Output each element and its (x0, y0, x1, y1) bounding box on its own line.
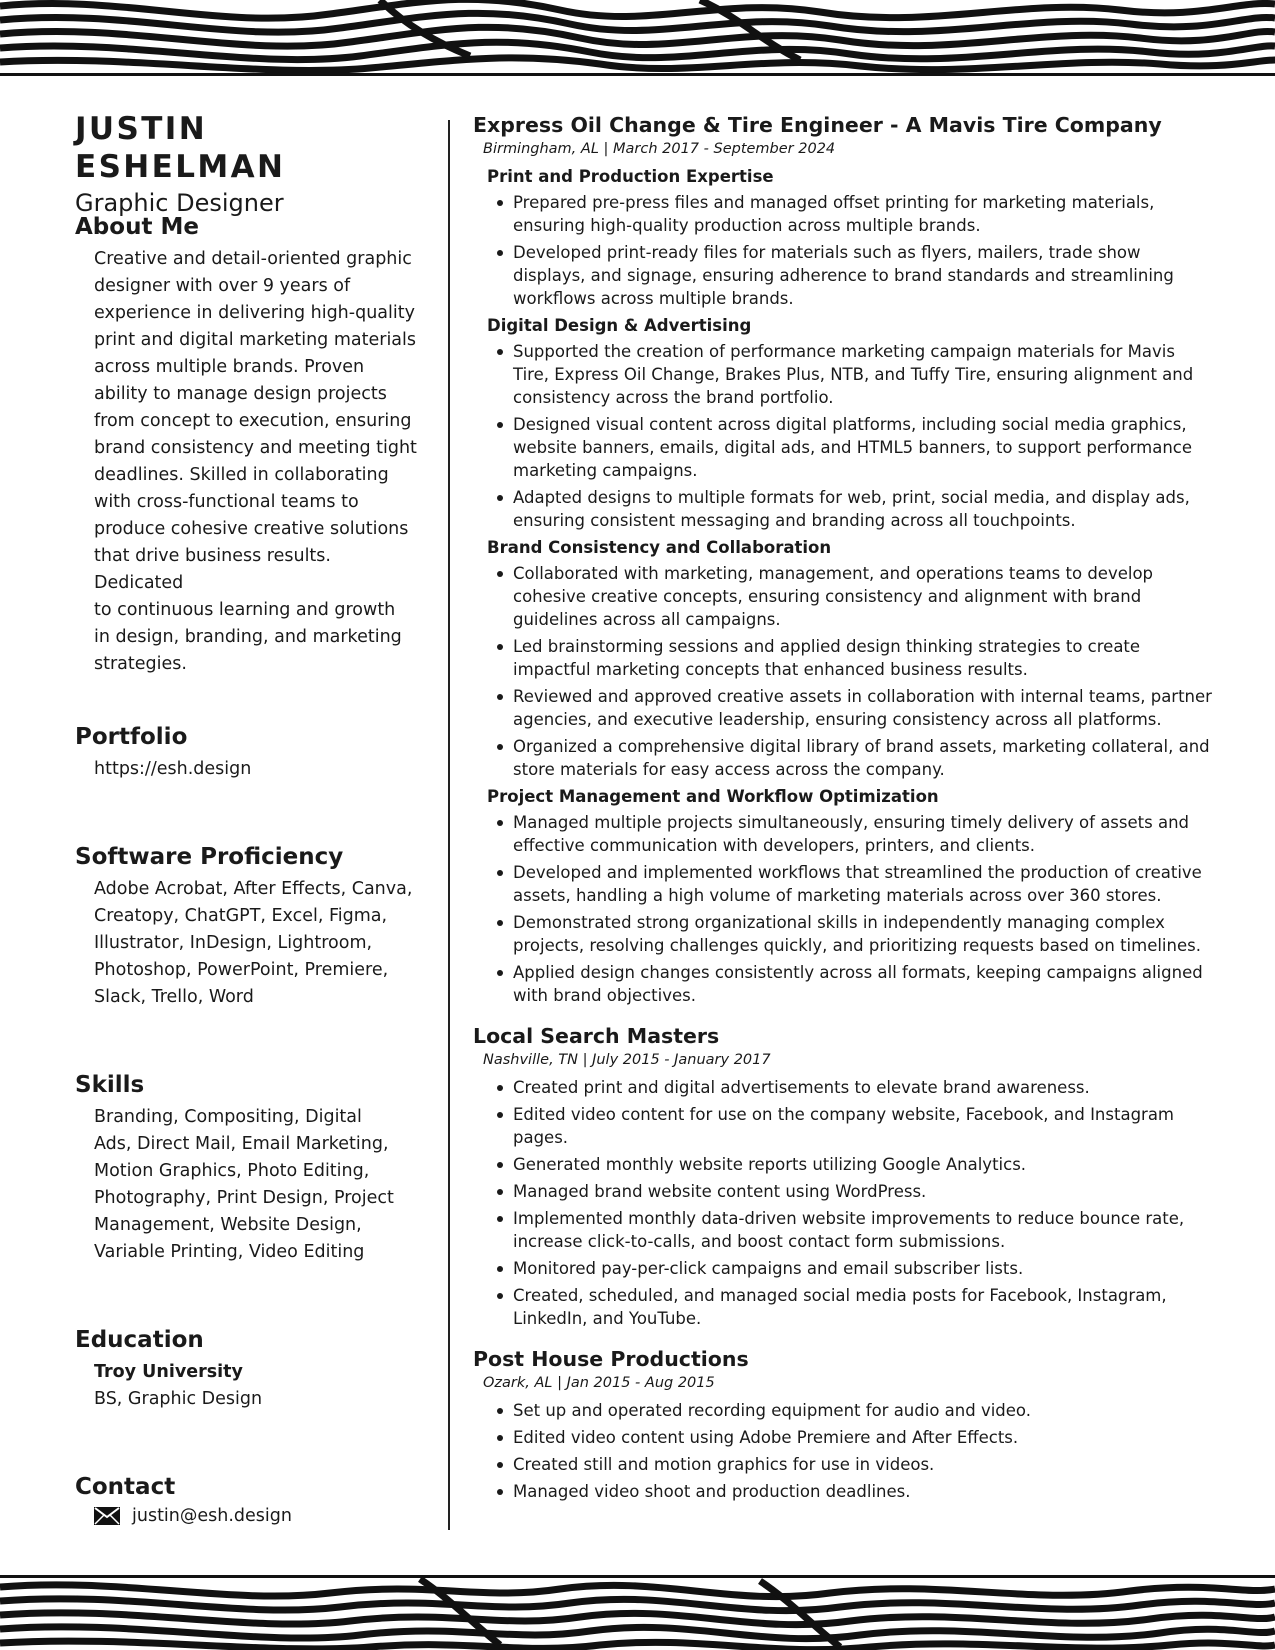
bullet-item: Managed brand website content using WordPress. (495, 1180, 1213, 1203)
bullet-item: Created still and motion graphics for use in videos. (495, 1453, 1213, 1476)
email-address[interactable]: justin@esh.design (132, 1506, 292, 1526)
bullet-item: Organized a comprehensive digital library of brand assets, marketing collateral, and store materials for easy access across the company. (495, 735, 1213, 781)
software-section (75, 842, 425, 1011)
about-line: across multiple brands. Proven (94, 357, 365, 377)
job-location-dates: Ozark, AL | Jan 2015 - Aug 2015 (483, 1375, 715, 1391)
about-line: designer with over 9 years of (94, 276, 351, 296)
skills-line: Motion Graphics, Photo Editing, (94, 1161, 370, 1181)
job-entry (473, 1023, 1213, 1330)
software-line: Slack, Trello, Word (94, 987, 254, 1007)
subsection-heading: Digital Design & Advertising (487, 316, 752, 335)
bullet-list (495, 191, 1213, 310)
job-entry (473, 112, 1213, 1007)
about-line: in design, branding, and marketing (94, 627, 402, 647)
person-name: JUSTIN ESHELMAN (75, 111, 286, 185)
degree: BS, Graphic Design (94, 1389, 263, 1409)
bullet-item: Prepared pre-press files and managed offset printing for marketing materials, ensuring high-quality production across multiple brands. (495, 191, 1213, 237)
about-line: produce cohesive creative solutions (94, 519, 409, 539)
bullet-list (495, 1076, 1213, 1330)
education-heading: Education (75, 1327, 204, 1353)
software-line: Photoshop, PowerPoint, Premiere, (94, 960, 389, 980)
bullet-item: Created print and digital advertisements to elevate brand awareness. (495, 1076, 1213, 1099)
company-name: Post House Productions (473, 1347, 749, 1371)
skills-line: Ads, Direct Mail, Email Marketing, (94, 1134, 389, 1154)
about-line: ability to manage design projects (94, 384, 387, 404)
company-name: Express Oil Change & Tire Engineer - A Mavis Tire Company (473, 113, 1162, 137)
software-list (94, 876, 425, 1011)
top-wave-graphic (0, 0, 1275, 76)
skills-section (75, 1070, 425, 1266)
portfolio-link[interactable]: https://esh.design (94, 759, 252, 779)
bullet-item: Implemented monthly data-driven website improvements to reduce bounce rate, increase click-to-calls, and boost contact form submissions. (495, 1207, 1213, 1253)
education-section (75, 1325, 425, 1413)
about-line: brand consistency and meeting tight (94, 438, 417, 458)
bullet-item: Applied design changes consistently across all formats, keeping campaigns aligned with brand objectives. (495, 961, 1213, 1007)
bullet-item: Set up and operated recording equipment for audio and video. (495, 1399, 1213, 1422)
bullet-item: Developed and implemented workflows that streamlined the production of creative assets, handling a high volume of marketing materials across over 360 stores. (495, 861, 1213, 907)
job-title: Graphic Designer (75, 189, 284, 217)
column-divider (448, 120, 450, 1530)
software-line: Adobe Acrobat, After Effects, Canva, (94, 879, 413, 899)
envelope-icon (94, 1507, 120, 1525)
skills-line: Branding, Compositing, Digital (94, 1107, 362, 1127)
bullet-item: Edited video content using Adobe Premiere and After Effects. (495, 1426, 1213, 1449)
bullet-item: Reviewed and approved creative assets in collaboration with internal teams, partner agencies, and executive leadership, ensuring consistency across all platforms. (495, 685, 1213, 731)
bullet-item: Generated monthly website reports utilizing Google Analytics. (495, 1153, 1213, 1176)
bottom-wave-decoration (0, 1575, 1275, 1650)
bullet-list (495, 1399, 1213, 1503)
about-line: strategies. (94, 654, 187, 674)
bullet-item: Adapted designs to multiple formats for web, print, social media, and display ads, ensuring consistent messaging and branding across all touchpoints. (495, 486, 1213, 532)
subsection-heading: Print and Production Expertise (487, 167, 774, 186)
job-location-dates: Nashville, TN | July 2015 - January 2017 (483, 1052, 771, 1068)
software-heading: Software Proficiency (75, 844, 344, 870)
top-wave-decoration (0, 0, 1275, 76)
about-line: print and digital marketing materials (94, 330, 417, 350)
job-location-dates: Birmingham, AL | March 2017 - September 2024 (483, 141, 836, 157)
contact-section (75, 1472, 425, 1526)
portfolio-heading: Portfolio (75, 724, 188, 750)
bullet-item: Edited video content for use on the company website, Facebook, and Instagram pages. (495, 1103, 1213, 1149)
about-line: that drive business results. Dedicated (94, 546, 331, 593)
bottom-wave-graphic (0, 1575, 1275, 1650)
subsection-heading: Brand Consistency and Collaboration (487, 538, 832, 557)
bullet-item: Collaborated with marketing, management, and operations teams to develop cohesive creative concepts, ensuring consistency and alignment with brand guidelines across all campaigns. (495, 562, 1213, 631)
bullet-item: Managed multiple projects simultaneously, ensuring timely delivery of assets and effective communication with developers, printers, and clients. (495, 811, 1213, 857)
skills-heading: Skills (75, 1072, 145, 1098)
about-heading: About Me (75, 214, 199, 240)
bullet-list (495, 562, 1213, 781)
contact-heading: Contact (75, 1474, 176, 1500)
software-line: Creatopy, ChatGPT, Excel, Figma, (94, 906, 388, 926)
job-entry (473, 1346, 1213, 1503)
skills-line: Variable Printing, Video Editing (94, 1242, 365, 1262)
software-line: Illustrator, InDesign, Lightroom, (94, 933, 373, 953)
about-line: deadlines. Skilled in collaborating (94, 465, 389, 485)
about-line: experience in delivering high-quality (94, 303, 415, 323)
about-section (75, 212, 425, 678)
bullet-item: Managed video shoot and production deadlines. (495, 1480, 1213, 1503)
bullet-item: Supported the creation of performance marketing campaign materials for Mavis Tire, Express Oil Change, Brakes Plus, NTB, and Tuffy Tire, ensuring alignment and consistency across the brand portfolio. (495, 340, 1213, 409)
skills-list (94, 1104, 425, 1266)
about-line: from concept to execution, ensuring (94, 411, 412, 431)
skills-line: Photography, Print Design, Project (94, 1188, 394, 1208)
about-text (94, 246, 425, 678)
bullet-item: Demonstrated strong organizational skills in independently managing complex projects, resolving challenges quickly, and prioritizing requests based on timelines. (495, 911, 1213, 957)
bullet-item: Led brainstorming sessions and applied design thinking strategies to create impactful marketing concepts that enhanced business results. (495, 635, 1213, 681)
skills-line: Management, Website Design, (94, 1215, 362, 1235)
experience-column (473, 112, 1213, 1519)
bullet-item: Designed visual content across digital platforms, including social media graphics, website banners, emails, digital ads, and HTML5 banners, to support performance marketing campaigns. (495, 413, 1213, 482)
bullet-list (495, 811, 1213, 1007)
company-name: Local Search Masters (473, 1024, 720, 1048)
about-line: with cross-functional teams to (94, 492, 359, 512)
bullet-list (495, 340, 1213, 532)
about-line: Creative and detail-oriented graphic (94, 249, 412, 269)
profile-header (75, 110, 425, 218)
subsection-heading: Project Management and Workflow Optimization (487, 787, 939, 806)
about-line: to continuous learning and growth (94, 600, 396, 620)
portfolio-section (75, 722, 425, 783)
bullet-item: Monitored pay-per-click campaigns and email subscriber lists. (495, 1257, 1213, 1280)
email-row[interactable] (94, 1506, 425, 1526)
school-name: Troy University (94, 1362, 243, 1382)
bullet-item: Created, scheduled, and managed social media posts for Facebook, Instagram, LinkedIn, and YouTube. (495, 1284, 1213, 1330)
bullet-item: Developed print-ready files for materials such as flyers, mailers, trade show displays, and signage, ensuring adherence to brand standards and streamlining workflows across multiple brands. (495, 241, 1213, 310)
